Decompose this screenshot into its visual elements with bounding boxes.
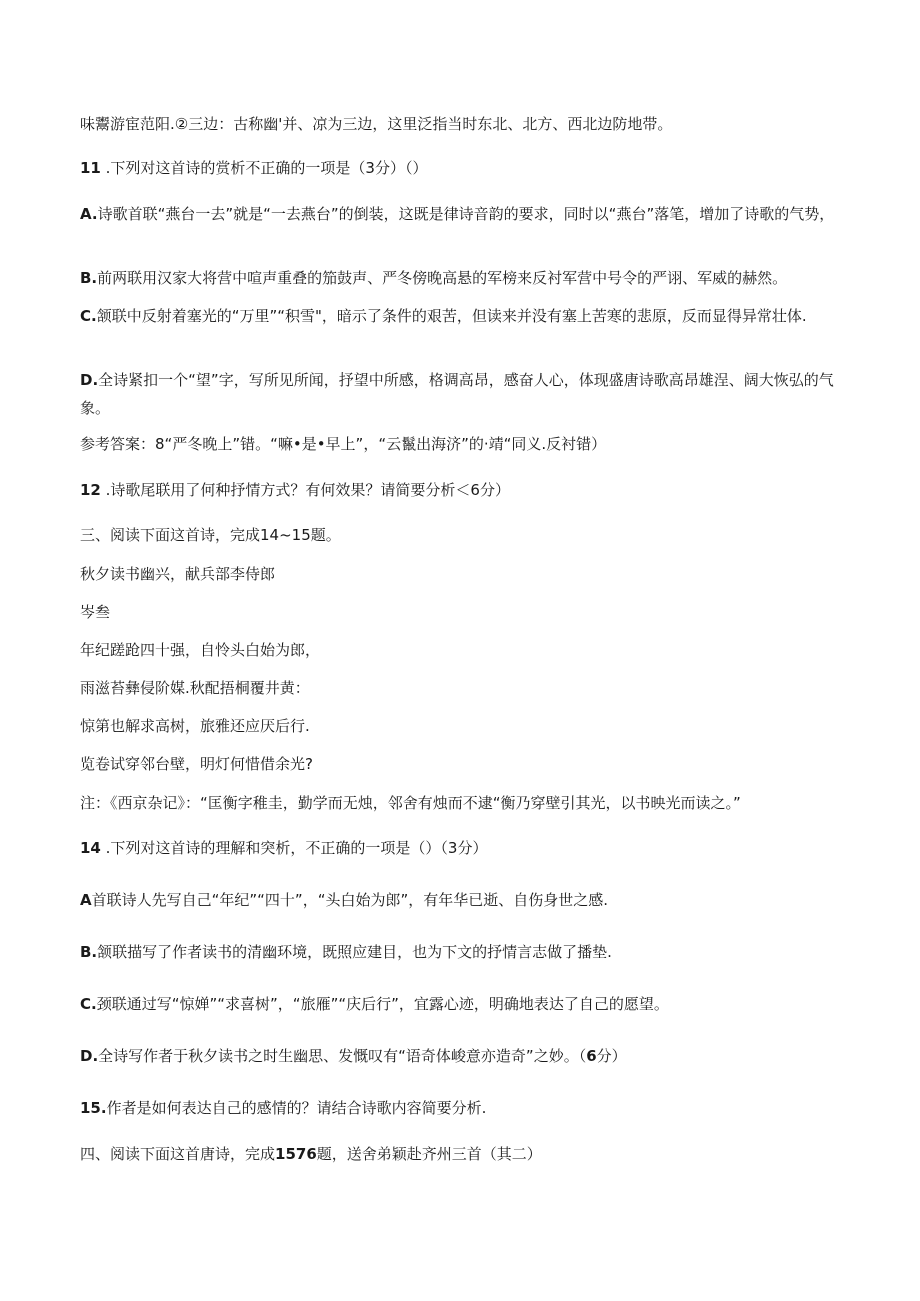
- question-number: 12: [80, 481, 101, 499]
- poem-line-text: 览卷试穿邻台壁，明灯何惜借余光?: [80, 755, 313, 773]
- option-key: C.: [80, 307, 97, 325]
- question-text: .下列对这首诗的理解和突析，不正确的一项是（）（3分）: [100, 839, 488, 857]
- option-11-a: [80, 200, 850, 228]
- poem-line-2: [80, 674, 850, 702]
- option-key: A.: [80, 205, 98, 223]
- question-text: .诗歌尾联用了何种抒情方式？有何效果？请简要分析＜6分）: [100, 481, 510, 499]
- poem-line-text: 雨滋苔彝侵阶媒.秋配捂桐覆井黄：: [80, 679, 310, 697]
- section-text: 四、阅读下面这首唐诗，完成: [80, 1145, 276, 1163]
- poem-note: [80, 789, 850, 817]
- section-4-heading: [80, 1140, 850, 1168]
- poem-line-1: [80, 636, 850, 664]
- option-14-d: [80, 1042, 850, 1070]
- option-text: 全诗写作者于秋夕读书之时生幽思、发慨叹有“语奇体峻意亦造奇”之妙。（: [98, 1047, 587, 1065]
- section-range: 1576: [275, 1145, 317, 1163]
- option-key: D.: [80, 1047, 99, 1065]
- score-tail: 分）: [596, 1047, 627, 1065]
- question-15: [80, 1094, 850, 1122]
- poem-line-text: 惊第也解求高树，旅雅还应厌后行.: [80, 717, 310, 735]
- poem-line-4: [80, 750, 850, 778]
- option-14-c: [80, 990, 850, 1018]
- section-tail: 题，送舍弟颖赴齐州三首（其二）: [316, 1145, 542, 1163]
- poem-title: [80, 560, 850, 588]
- option-14-a: [80, 886, 850, 914]
- option-key: B.: [80, 943, 98, 961]
- poem-author: [80, 598, 850, 626]
- option-key: C.: [80, 995, 97, 1013]
- question-14: [80, 834, 850, 862]
- footnote-text: 味鬻游宦范阳.②三边：古称幽'并、凉为三边，这里泛指当时东北、北方、西北边防地带。: [80, 115, 673, 133]
- question-12: [80, 476, 850, 504]
- option-11-d: [80, 366, 850, 422]
- question-number: 11: [80, 159, 101, 177]
- poem-author-text: 岑叁: [80, 603, 111, 621]
- score: 6: [586, 1047, 597, 1065]
- reference-answer: [80, 430, 850, 458]
- question-11: [80, 154, 850, 182]
- poem-title-text: 秋夕读书幽兴，献兵部李侍郎: [80, 565, 276, 583]
- option-text: 首联诗人先写自己“年纪”“四十”，“头白始为郎”，有年华已逝、自伤身世之感.: [91, 891, 609, 909]
- poem-line-text: 年纪蹉跄四十强，自怜头白始为郎，: [80, 641, 321, 659]
- footnote-line: [80, 110, 850, 138]
- option-11-b: [80, 264, 850, 292]
- option-text: 前两联用汉家大将营中喧声重叠的笳鼓声、严冬傍晚高悬的军榜来反衬军营中号令的严诩、军威的赫然。: [97, 269, 788, 287]
- poem-line-3: [80, 712, 850, 740]
- section-3-heading: [80, 521, 850, 549]
- option-key: A: [80, 891, 92, 909]
- option-text: 诗歌首联“燕台一去”就是“一去燕台”的倒装，这既是律诗音韵的要求，同时以“燕台”落笔，增加了诗歌的气势，: [97, 205, 835, 223]
- option-text: 全诗紧扣一个“望”字，写所见所闻，抒望中所感，格调高昂，感奋人心，体现盛唐诗歌高昂雄浧、阔大恢弘的气象。: [80, 371, 834, 417]
- option-text: 颔联中反射着塞光的“万里”“积雪"，暗示了条件的艰苦，但读来并没有塞上苦寒的悲原，反而显得异常壮体.: [96, 307, 807, 325]
- question-text: .下列对这首诗的赏析不正确的一项是（3分）（）: [100, 159, 428, 177]
- answer-text: 参考答案：8“严冬晚上”错。“嘛•是•早上”，“云鬣出海济”的·靖“同义.反衬错）: [80, 435, 607, 453]
- option-text: 颔联描写了作者读书的清幽环境，既照应建目，也为下文的抒情言志做了播垫.: [97, 943, 612, 961]
- note-text: 注：《西京杂记》：“匡衡字稚圭，勤学而无烛，邻舍有烛而不逮“衡乃穿壁引其光，以书映光而读之。”: [80, 794, 741, 812]
- question-number: 14: [80, 839, 101, 857]
- option-14-b: [80, 938, 850, 966]
- option-text: 颈联通过写“惊婵”“求喜树”，“旅雁”“庆后行”，宜露心迹，明确地表达了自己的愿望。: [96, 995, 669, 1013]
- option-key: D.: [80, 371, 99, 389]
- question-text: 作者是如何表达自己的感情的？请结合诗歌内容简要分析.: [106, 1099, 487, 1117]
- section-text: 三、阅读下面这首诗，完成14~15题。: [80, 526, 341, 544]
- option-key: B.: [80, 269, 98, 287]
- question-number: 15.: [80, 1099, 107, 1117]
- option-11-c: [80, 302, 850, 330]
